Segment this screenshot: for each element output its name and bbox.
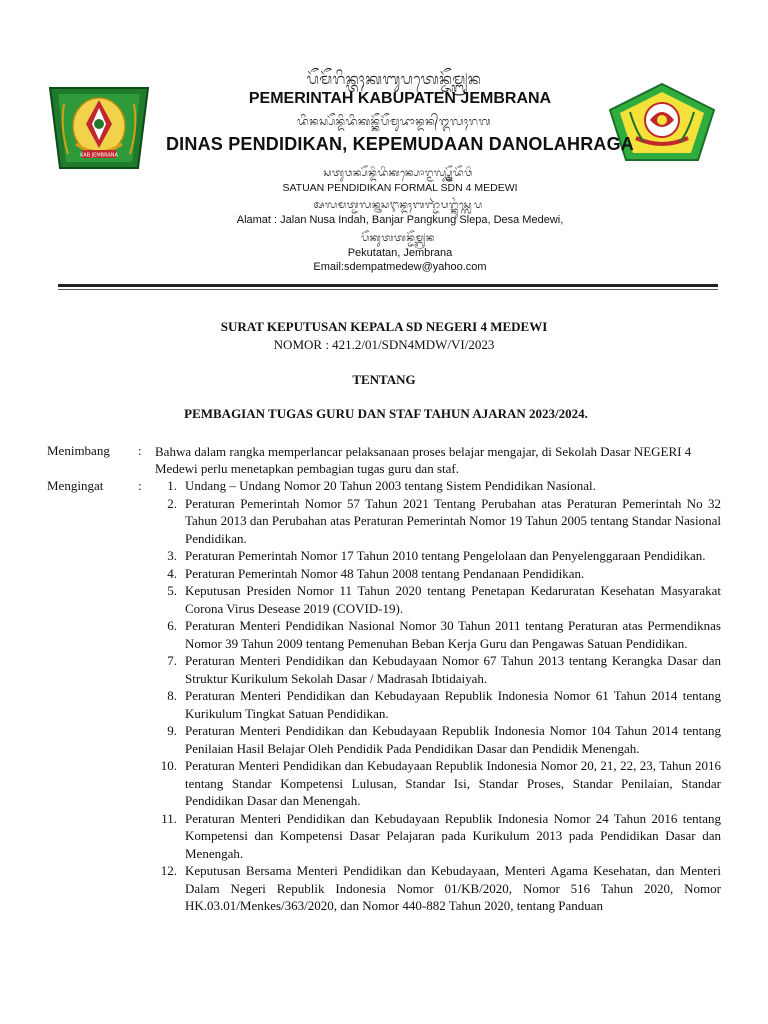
list-item-number: 10. bbox=[160, 758, 177, 773]
list-item-number: 1. bbox=[167, 478, 177, 493]
script-line-3: ᬲᬢᬸᬯᬦ᭄ᬧᭂᬦ᭄ᬤᬶᬤᬶᬓᬦ᭄ᬧᭀᬭ᭄ᬫᬮ᭄ᬲ᭄ᬤ᭄ᬦ᭄ᬫᭂᬤᭂᬯᬶ bbox=[323, 168, 473, 179]
menimbang-text: Bahwa dalam rangka memperlancar pelaksanaan proses belajar mengajar, di Sekolah Dasar NEGERI 4 Medewi perlu menetapkan pembagian tugas guru dan staf. bbox=[155, 444, 692, 476]
list-item-number: 2. bbox=[167, 495, 177, 511]
letterhead-divider-thin bbox=[58, 289, 718, 290]
list-item-text: Undang – Undang Nomor 20 Tahun 2003 tentang Sistem Pendidikan Nasional. bbox=[185, 478, 596, 493]
list-item-text: Peraturan Menteri Pendidikan dan Kebudayaan Republik Indonesia Nomor 61 Tahun 2014 tentang Kurikulum Tingkat Satuan Pendidikan. bbox=[185, 688, 721, 721]
list-item bbox=[155, 810, 721, 863]
list-item-text: Peraturan Pemerintah Nomor 17 Tahun 2010 tentang Pengelolaan dan Penyelenggaraan Pendidikan. bbox=[185, 548, 706, 563]
list-item-text: Peraturan Menteri Pendidikan dan Kebudayaan Republik Indonesia Nomor 104 Tahun 2014 tentang Penilaian Hasil Belajar Oleh Pendidik Pada Pendidikan Dasar dan Pendidik Menengah. bbox=[185, 723, 721, 756]
decree-title: SURAT KEPUTUSAN KEPALA SD NEGERI 4 MEDEWI bbox=[220, 319, 548, 334]
list-item-text: Keputusan Presiden Nomor 11 Tahun 2020 tentang Penetapan Kedaruratan Kesehatan Masyarakat Corona Virus Desease 2019 (COVID-19). bbox=[185, 583, 721, 616]
list-item-text: Peraturan Menteri Pendidikan dan Kebudayaan Nomor 67 Tahun 2013 tentang Kerangka Dasar dan Struktur Kurikulum Sekolah Dasar / Madrasah Ibtidaiyah. bbox=[185, 653, 721, 686]
mengingat-list bbox=[155, 477, 721, 915]
mengingat-colon: : bbox=[138, 478, 142, 493]
list-item-number: 12. bbox=[160, 863, 177, 878]
list-item-number: 4. bbox=[167, 565, 177, 581]
government-name: PEMERINTAH KABUPATEN JEMBRANA bbox=[248, 90, 552, 107]
school-email: Email:sdempatmedew@yahoo.com bbox=[313, 261, 487, 273]
list-item bbox=[155, 582, 721, 617]
list-item bbox=[155, 547, 721, 565]
list-item-number: 8. bbox=[167, 688, 177, 703]
logo-left-label: KAB JEMBRANA bbox=[80, 152, 118, 159]
list-item-text: Peraturan Menteri Pendidikan dan Kebudayaan Republik Indonesia Nomor 20, 21, 22, 23, Tahun 2016 tentang Standar Kompetensi Lulusan, Standar Isi, Standar Proses, Standar Penilaian, Standar Pendidikan Dasar dan Menengah. bbox=[185, 758, 721, 808]
script-line-5: ᬧᭂᬓᬸᬢᬢᬦ᭄ᬚᭂᬫ᭄ᬩ᭄ᬭᬦ bbox=[361, 233, 435, 244]
school-address: Alamat : Jalan Nusa Indah, Banjar Pangkung Slepa, Desa Medewi, bbox=[236, 214, 564, 226]
script-line-4: ᬅᬮᬫᬢ᭄ᬚᬮᬦ᭄ᬦᬸᬲᬇᬦ᭄ᬤᬄᬩᬜ᭄ᬚᬃᬧᬗ᭄ᬓᬸᬂᬲ᭄ᬮᬾᬧ bbox=[313, 200, 483, 211]
list-item bbox=[155, 862, 721, 915]
unit-name: SATUAN PENDIDIKAN FORMAL SDN 4 MEDEWI bbox=[282, 182, 518, 194]
list-item-number: 9. bbox=[167, 723, 177, 738]
list-item bbox=[155, 652, 721, 687]
list-item bbox=[155, 687, 721, 722]
list-item bbox=[155, 617, 721, 652]
list-item bbox=[155, 495, 721, 548]
list-item-text: Peraturan Menteri Pendidikan Nasional Nomor 30 Tahun 2011 tentang Peraturan atas Permendiknas Nomor 39 Tahun 2009 tentang Pemenuhan Beban Kerja Guru dan Pengawas Satuan Pendidikan. bbox=[185, 618, 721, 651]
list-item bbox=[155, 565, 721, 583]
list-item-text: Keputusan Bersama Menteri Pendidikan dan Kebudayaan, Menteri Agama Kesehatan, dan Menteri Dalam Negeri Republik Indonesia Nomor 01/KB/2020, Nomor 516 Tahun 2020, Nomor HK.03.01/Menkes/363/2020, dan Nomor 440-882 Tahun 2020, tentang Panduan bbox=[185, 863, 721, 913]
decree-number: NOMOR : 421.2/01/SDN4MDW/VI/2023 bbox=[273, 337, 495, 352]
menimbang-colon: : bbox=[138, 443, 142, 458]
letterhead-divider-thick bbox=[58, 284, 718, 287]
list-item bbox=[155, 757, 721, 810]
list-item-number: 3. bbox=[167, 548, 177, 563]
list-item-number: 11. bbox=[161, 810, 177, 826]
decree-tentang: TENTANG bbox=[352, 372, 416, 387]
list-item-text: Peraturan Pemerintah Nomor 57 Tahun 2021 Tentang Perubahan atas Peraturan Pemerintah No 32 Tahun 2013 dan Perubahan atas Peraturan Pemerintah Nomor 19 Tahun 2005 tentang Standar Nasional Pendidikan. bbox=[185, 495, 721, 546]
list-item bbox=[155, 722, 721, 757]
school-city: Pekutatan, Jembrana bbox=[347, 247, 453, 259]
menimbang-label: Menimbang bbox=[47, 443, 110, 458]
department-name: DINAS PENDIDIKAN, KEPEMUDAAN DANOLAHRAGA bbox=[165, 134, 634, 154]
script-line-2: ᬤᬶᬦᬲ᭄ᬧᭂᬦ᭄ᬤᬶᬤᬶᬓᬦ᭄ᬓᭂᬧᭂᬫᬸᬤᬵᬦ᭄ᬤᬦ᭄ᬑᬮᬄᬭᬕ bbox=[297, 115, 491, 128]
list-item-text: Peraturan Pemerintah Nomor 48 Tahun 2008 tentang Pendanaan Pendidikan. bbox=[185, 565, 585, 581]
list-item bbox=[155, 477, 721, 495]
list-item-number: 6. bbox=[167, 618, 177, 633]
mengingat-label: Mengingat bbox=[47, 478, 104, 493]
script-line-1: ᬧᭂᬫᭂᬭᬶᬦ᭄ᬢᬄᬓᬩᬸᬧᬢᬾᬦ᭄ᬚᭂᬫ᭄ᬩ᭄ᬭᬦ bbox=[306, 70, 482, 88]
list-item-text: Peraturan Menteri Pendidikan dan Kebudayaan Republik Indonesia Nomor 24 Tahun 2016 tentang Kompetensi dan Kompetensi Dasar Pelajaran pada Kurikulum 2013 pada Pendidikan Dasar dan Menengah. bbox=[185, 810, 721, 861]
list-item-number: 7. bbox=[167, 653, 177, 668]
letterhead bbox=[0, 0, 768, 295]
list-item-number: 5. bbox=[167, 583, 177, 598]
decree-subject: PEMBAGIAN TUGAS GURU DAN STAF TAHUN AJARAN 2023/2024. bbox=[184, 406, 588, 421]
